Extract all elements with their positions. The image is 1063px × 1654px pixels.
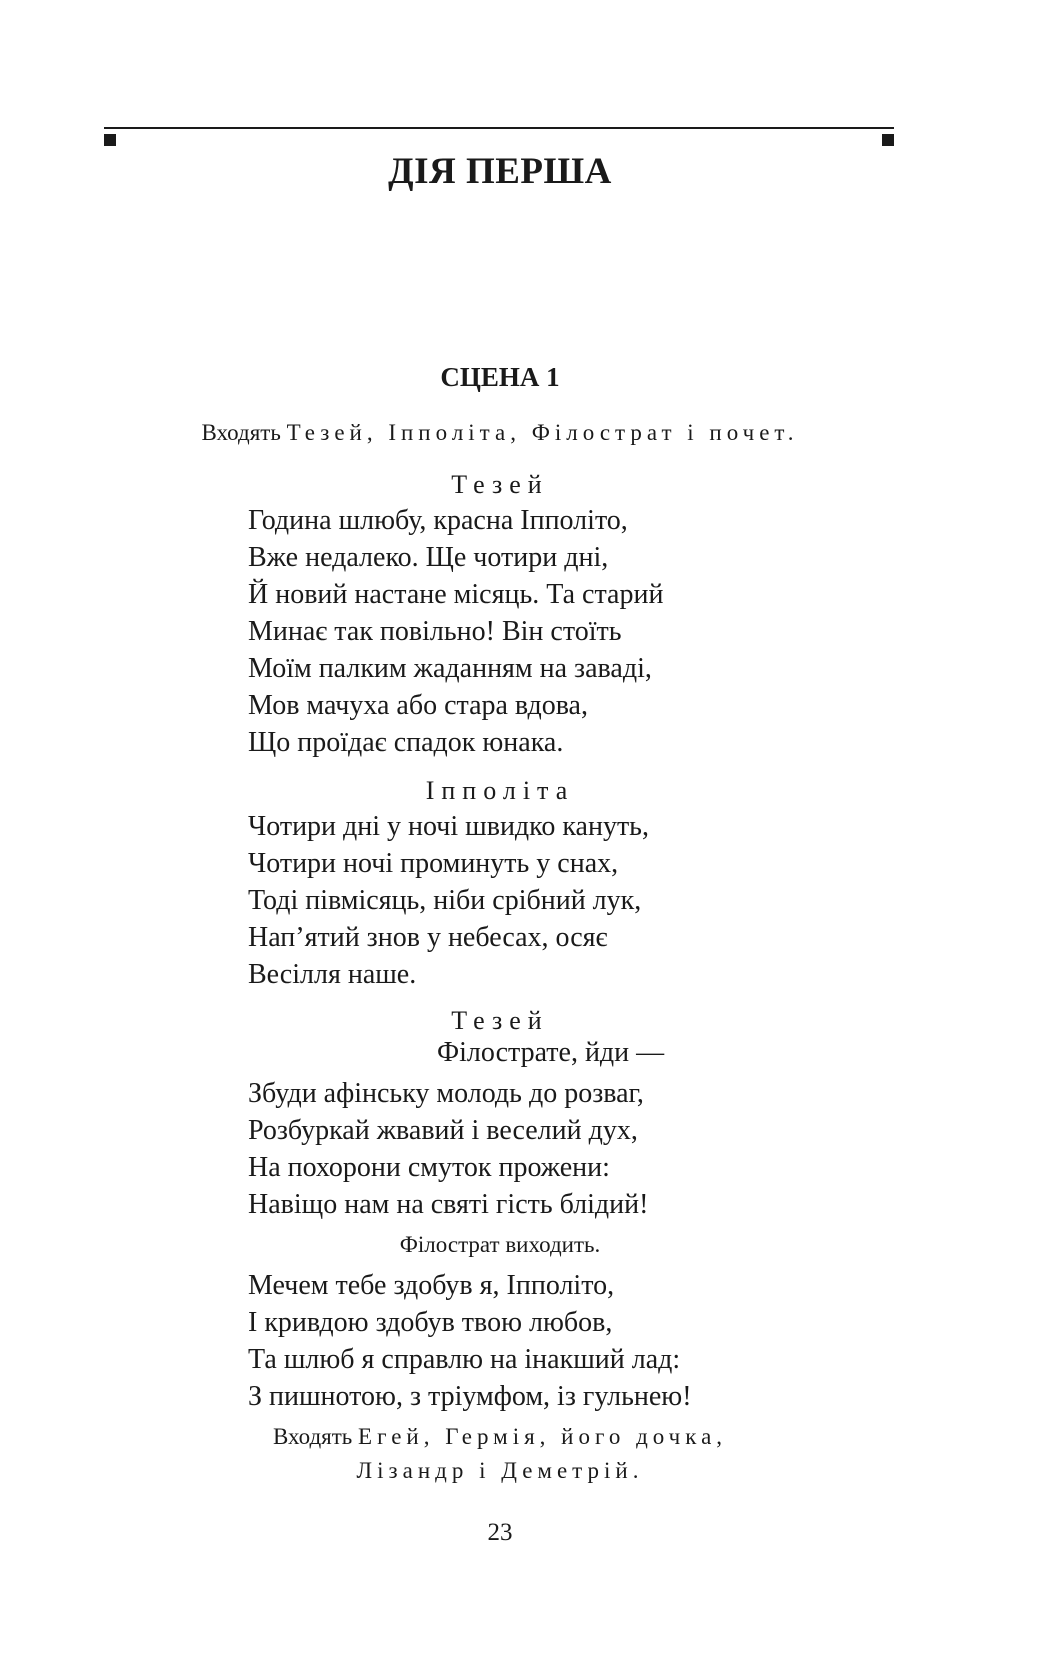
verse-line: Чотири дні у ночі швидко кануть, xyxy=(248,811,649,842)
stage-direction-entrance-2 xyxy=(0,1424,1000,1450)
stage-direction-entrance-2-cont: Лізандр і Деметрій. xyxy=(356,1458,644,1483)
verse-line: Та шлюб я справлю на інакший лад: xyxy=(248,1344,681,1375)
act-title: ДІЯ ПЕРША xyxy=(388,151,612,192)
header-square-right xyxy=(882,134,894,146)
verse-line: Нап’ятий знов у небесах, осяє xyxy=(248,922,608,953)
verse-line: З пишнотою, з тріумфом, із гульнею! xyxy=(248,1381,692,1412)
verse-line: Весілля наше. xyxy=(248,959,417,990)
verse-line: Вже недалеко. Ще чотири дні, xyxy=(248,542,609,573)
stage-direction-exit: Філострат виходить. xyxy=(399,1232,601,1257)
verse-line: Мов мачуха або стара вдова, xyxy=(248,690,588,721)
verse-line: Збуди афінську молодь до розваг, xyxy=(248,1078,644,1109)
verse-block xyxy=(248,808,649,993)
verse-line: Мечем тебе здобув я, Іпполіто, xyxy=(248,1270,615,1301)
speaker-name: Іпполіта xyxy=(425,776,575,805)
verse-line: Минає так повільно! Він стоїть xyxy=(248,616,622,647)
verse-block xyxy=(248,1267,692,1415)
header-rule xyxy=(104,127,894,129)
header-square-left xyxy=(104,134,116,146)
verse-line: Розбуркай жвавий і веселий дух, xyxy=(248,1115,638,1146)
stage-names: Егей, Гермія, його дочка, xyxy=(358,1424,728,1449)
speaker-name: Тезей xyxy=(451,1006,549,1035)
verse-line: Тоді півмісяць, ніби срібний лук, xyxy=(248,885,642,916)
scene-title: СЦЕНА 1 xyxy=(440,362,560,392)
speaker-name: Тезей xyxy=(451,470,549,499)
page-number: 23 xyxy=(487,1519,513,1546)
stage-names: Тезей, Іпполіта, Філострат і почет. xyxy=(286,420,799,445)
stage-direction-entrance xyxy=(0,420,1000,446)
verse-line: Й новий настане місяць. Та старий xyxy=(248,579,664,610)
stage-verb: Входять xyxy=(272,1424,353,1449)
verse-line: Година шлюбу, красна Іпполіто, xyxy=(248,505,628,536)
verse-line: Навіщо нам на святі гість блідий! xyxy=(248,1189,649,1220)
verse-line: І кривдою здобув твою любов, xyxy=(248,1307,613,1338)
verse-line: Чотири ночі проминуть у снах, xyxy=(248,848,619,879)
verse-block xyxy=(248,502,663,761)
verse-line: Моїм палким жаданням на заваді, xyxy=(248,653,652,684)
verse-block xyxy=(248,1075,648,1223)
verse-line-indented: Філострате, йди — xyxy=(437,1037,665,1068)
stage-verb: Входять xyxy=(201,420,281,445)
verse-line: Що проїдає спадок юнака. xyxy=(248,727,564,758)
verse-line: На похорони смуток прожени: xyxy=(248,1152,610,1183)
